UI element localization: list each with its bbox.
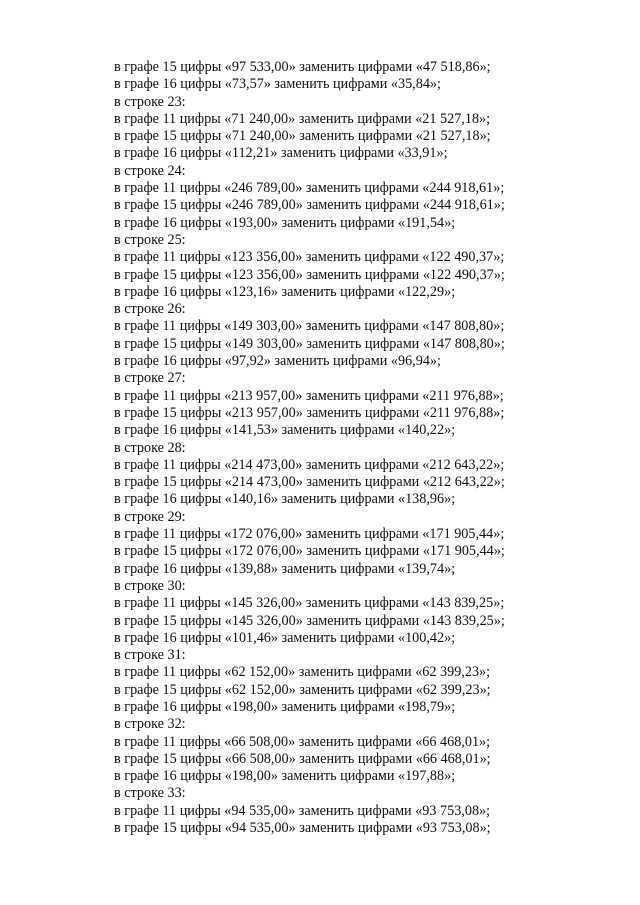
text-line: в графе 11 цифры «246 789,00» заменить цифрами «244 918,61»; (114, 180, 505, 197)
text-line: в строке 27: (114, 370, 186, 387)
text-line: в строке 28: (114, 439, 186, 456)
text-line: в графе 11 цифры «62 152,00» заменить цифрами «62 399,23»; (114, 664, 491, 681)
text-line: в графе 11 цифры «94 535,00» заменить цифрами «93 753,08»; (114, 802, 491, 819)
text-line: в графе 15 цифры «62 152,00» заменить цифрами «62 399,23»; (114, 681, 491, 698)
text-line: в графе 11 цифры «71 240,00» заменить цифрами «21 527,18»; (114, 110, 491, 127)
text-line: в строке 33: (114, 785, 186, 802)
text-line: в графе 16 цифры «198,00» заменить цифрами «198,79»; (114, 698, 456, 715)
text-line: в графе 11 цифры «214 473,00» заменить цифрами «212 643,22»; (114, 456, 505, 473)
text-line: в строке 25: (114, 231, 186, 248)
text-line: в графе 16 цифры «141,53» заменить цифрами «140,22»; (114, 422, 456, 439)
text-line: в строке 23: (114, 93, 186, 110)
text-line: в строке 29: (114, 508, 186, 525)
text-line: в графе 16 цифры «101,46» заменить цифрами «100,42»; (114, 629, 456, 646)
text-line: в графе 11 цифры «172 076,00» заменить цифрами «171 905,44»; (114, 526, 505, 543)
text-line: в графе 15 цифры «172 076,00» заменить цифрами «171 905,44»; (114, 543, 505, 560)
text-line: в графе 15 цифры «123 356,00» заменить цифрами «122 490,37»; (114, 266, 505, 283)
text-line: в графе 15 цифры «145 326,00» заменить цифрами «143 839,25»; (114, 612, 505, 629)
text-line: в графе 16 цифры «193,00» заменить цифрами «191,54»; (114, 214, 456, 231)
text-line: в строке 31: (114, 647, 186, 664)
amendment-list (114, 59, 594, 837)
text-line: в строке 32: (114, 716, 186, 733)
text-line: в графе 16 цифры «123,16» заменить цифрами «122,29»; (114, 283, 456, 300)
text-line: в строке 30: (114, 577, 186, 594)
text-line: в графе 11 цифры «145 326,00» заменить цифрами «143 839,25»; (114, 595, 505, 612)
text-line: в графе 15 цифры «97 533,00» заменить цифрами «47 518,86»; (114, 59, 491, 75)
text-line: в строке 24: (114, 162, 186, 179)
text-line: в графе 11 цифры «123 356,00» заменить цифрами «122 490,37»; (114, 249, 505, 266)
text-line: в графе 15 цифры «66 508,00» заменить цифрами «66 468,01»; (114, 750, 491, 767)
text-line: в графе 15 цифры «246 789,00» заменить цифрами «244 918,61»; (114, 197, 505, 214)
text-line: в строке 26: (114, 301, 186, 318)
text-line: в графе 15 цифры «214 473,00» заменить цифрами «212 643,22»; (114, 474, 505, 491)
text-line: в графе 11 цифры «213 957,00» заменить цифрами «211 976,88»; (114, 387, 504, 404)
text-line: в графе 11 цифры «66 508,00» заменить цифрами «66 468,01»; (114, 733, 491, 750)
text-line: в графе 15 цифры «94 535,00» заменить цифрами «93 753,08»; (114, 820, 491, 837)
text-line: в графе 15 цифры «71 240,00» заменить цифрами «21 527,18»; (114, 128, 491, 145)
text-line: в графе 16 цифры «112,21» заменить цифрами «33,91»; (114, 145, 448, 162)
text-line: в графе 16 цифры «139,88» заменить цифрами «139,74»; (114, 560, 456, 577)
text-line: в графе 16 цифры «73,57» заменить цифрами «35,84»; (114, 76, 441, 93)
text-line: в графе 15 цифры «149 303,00» заменить цифрами «147 808,80»; (114, 335, 505, 352)
text-line: в графе 11 цифры «149 303,00» заменить цифрами «147 808,80»; (114, 318, 505, 335)
text-line: в графе 15 цифры «213 957,00» заменить цифрами «211 976,88»; (114, 404, 505, 421)
text-line: в графе 16 цифры «198,00» заменить цифрами «197,88»; (114, 768, 456, 785)
text-line: в графе 16 цифры «97,92» заменить цифрами «96,94»; (114, 353, 441, 370)
text-line: в графе 16 цифры «140,16» заменить цифрами «138,96»; (114, 491, 456, 508)
